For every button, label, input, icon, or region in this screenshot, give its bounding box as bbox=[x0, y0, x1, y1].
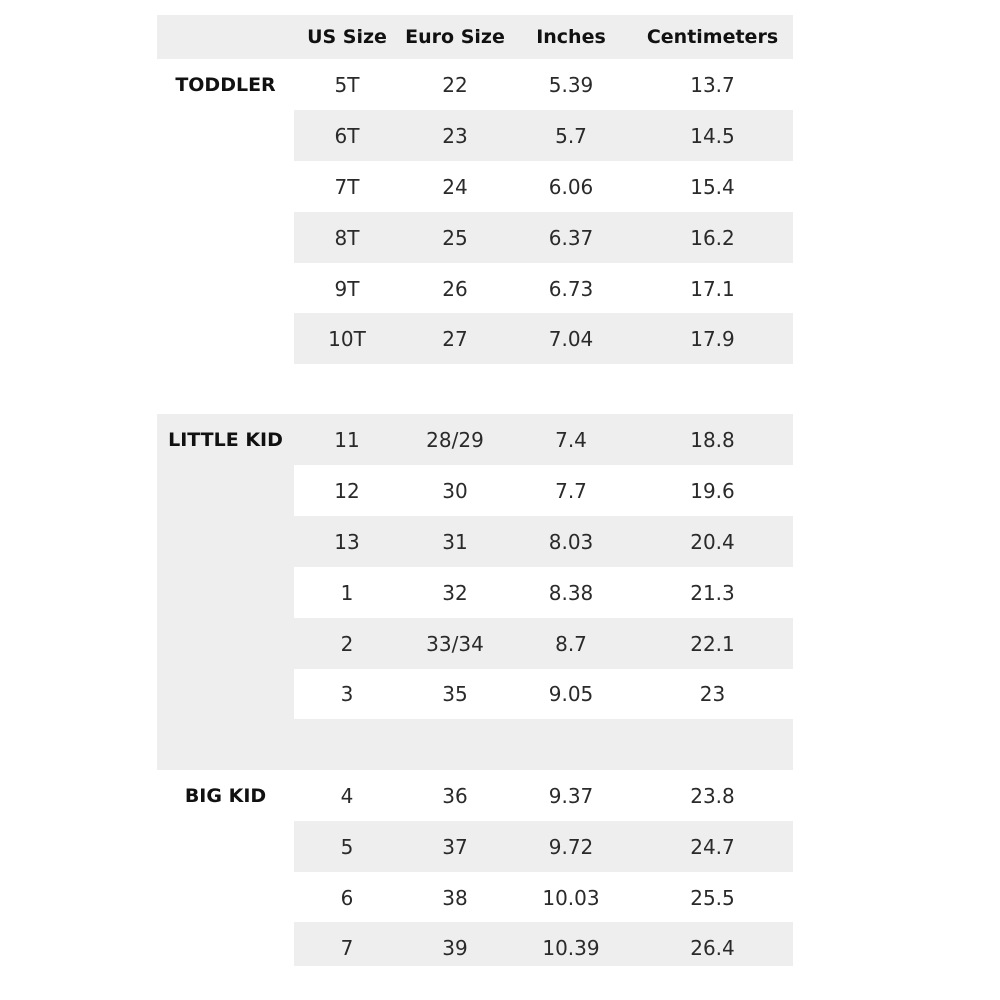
cell-us-size: 8T bbox=[334, 225, 360, 250]
cell-inches: 9.05 bbox=[548, 681, 594, 706]
cell-inches: 8.38 bbox=[548, 580, 594, 605]
cell-centimeters: 21.3 bbox=[690, 580, 735, 605]
section-gap-band bbox=[294, 719, 793, 770]
cell-euro-size: 39 bbox=[442, 935, 468, 960]
cell-euro-size: 26 bbox=[442, 276, 468, 301]
cell-inches: 9.37 bbox=[548, 783, 594, 808]
cell-us-size: 11 bbox=[334, 427, 360, 452]
cell-us-size: 7T bbox=[334, 174, 360, 199]
cell-euro-size: 33/34 bbox=[426, 631, 484, 656]
cell-us-size: 4 bbox=[340, 783, 354, 808]
cell-inches: 6.73 bbox=[548, 276, 594, 301]
cell-centimeters: 23 bbox=[699, 681, 726, 706]
cell-us-size: 2 bbox=[340, 631, 354, 656]
cell-centimeters: 26.4 bbox=[690, 935, 735, 960]
cell-inches: 10.39 bbox=[542, 935, 600, 960]
cell-centimeters: 14.5 bbox=[690, 123, 735, 148]
cell-euro-size: 28/29 bbox=[426, 427, 484, 452]
cell-inches: 6.06 bbox=[548, 174, 594, 199]
cell-centimeters: 13.7 bbox=[690, 72, 735, 97]
cell-inches: 7.4 bbox=[555, 427, 587, 452]
cell-euro-size: 24 bbox=[442, 174, 468, 199]
cell-euro-size: 31 bbox=[442, 529, 468, 554]
section-label-little-kid: LITTLE KID bbox=[168, 428, 283, 451]
cell-inches: 7.7 bbox=[555, 478, 587, 503]
cell-centimeters: 18.8 bbox=[690, 427, 735, 452]
cell-inches: 6.37 bbox=[548, 225, 594, 250]
cell-inches: 9.72 bbox=[548, 834, 594, 859]
column-header-euro-size: Euro Size bbox=[405, 26, 505, 48]
cell-euro-size: 27 bbox=[442, 326, 468, 351]
cell-inches: 10.03 bbox=[542, 885, 600, 910]
cell-centimeters: 23.8 bbox=[690, 783, 735, 808]
cell-centimeters: 17.9 bbox=[690, 326, 735, 351]
cell-us-size: 9T bbox=[334, 276, 360, 301]
cell-us-size: 12 bbox=[334, 478, 360, 503]
cell-us-size: 7 bbox=[340, 935, 354, 960]
cell-us-size: 13 bbox=[334, 529, 360, 554]
cell-inches: 8.03 bbox=[548, 529, 594, 554]
cell-euro-size: 35 bbox=[442, 681, 468, 706]
cell-euro-size: 32 bbox=[442, 580, 468, 605]
cell-inches: 5.39 bbox=[548, 72, 594, 97]
cell-inches: 5.7 bbox=[555, 123, 587, 148]
cell-us-size: 3 bbox=[340, 681, 354, 706]
cell-us-size: 1 bbox=[340, 580, 354, 605]
cell-inches: 8.7 bbox=[555, 631, 587, 656]
cell-inches: 7.04 bbox=[548, 326, 594, 351]
cell-euro-size: 37 bbox=[442, 834, 468, 859]
cell-euro-size: 38 bbox=[442, 885, 468, 910]
section-label-toddler: TODDLER bbox=[175, 73, 276, 96]
cell-centimeters: 20.4 bbox=[690, 529, 735, 554]
cell-centimeters: 16.2 bbox=[690, 225, 735, 250]
cell-euro-size: 30 bbox=[442, 478, 468, 503]
cell-us-size: 6 bbox=[340, 885, 354, 910]
column-header-inches: Inches bbox=[536, 26, 606, 48]
cell-centimeters: 24.7 bbox=[690, 834, 735, 859]
cell-us-size: 6T bbox=[334, 123, 360, 148]
cell-euro-size: 25 bbox=[442, 225, 468, 250]
cell-us-size: 10T bbox=[328, 326, 366, 351]
cell-centimeters: 19.6 bbox=[690, 478, 735, 503]
cell-us-size: 5 bbox=[340, 834, 354, 859]
cell-centimeters: 22.1 bbox=[690, 631, 735, 656]
cell-euro-size: 23 bbox=[442, 123, 468, 148]
cell-centimeters: 15.4 bbox=[690, 174, 735, 199]
cell-centimeters: 17.1 bbox=[690, 276, 735, 301]
cell-euro-size: 36 bbox=[442, 783, 468, 808]
cell-euro-size: 22 bbox=[442, 72, 468, 97]
little-kid-label-column-band bbox=[157, 414, 294, 770]
column-header-centimeters: Centimeters bbox=[646, 26, 779, 48]
cell-us-size: 5T bbox=[334, 72, 360, 97]
cell-centimeters: 25.5 bbox=[690, 885, 735, 910]
column-header-us-size: US Size bbox=[307, 26, 387, 48]
section-label-big-kid: BIG KID bbox=[184, 784, 267, 807]
